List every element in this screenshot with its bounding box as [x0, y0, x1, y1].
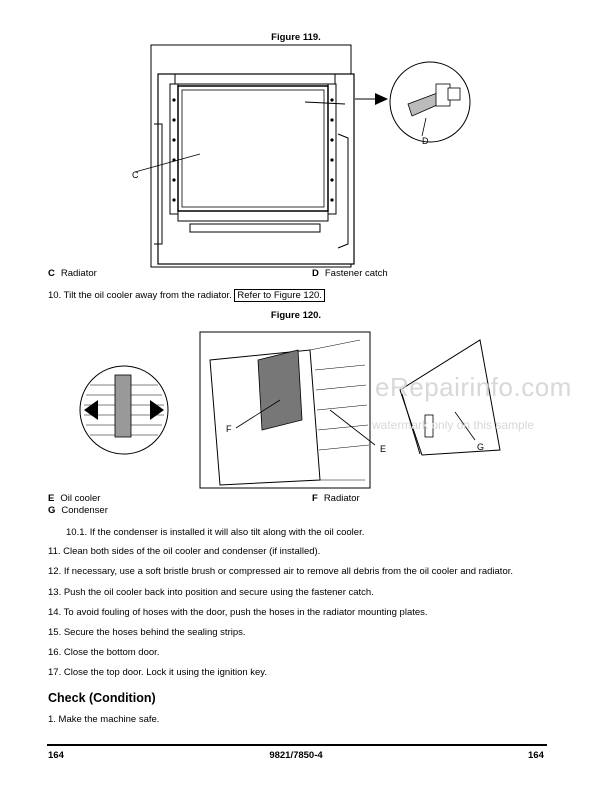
figure-120-title: Figure 120. [270, 310, 322, 321]
label-e: E [380, 444, 387, 454]
watermark-sub: watermark only on this sample [372, 418, 535, 432]
caption-condenser: G Condenser [48, 505, 108, 516]
step-10-1: 10.1. If the condenser is installed it will also tilt along with the oil cooler. [66, 527, 365, 538]
caption-fastener-catch: D Fastener catch [312, 268, 388, 279]
step-17: 17. Close the top door. Lock it using the ignition key. [48, 667, 267, 678]
label-g: G [477, 442, 485, 452]
check-step-1: 1. Make the machine safe. [48, 714, 160, 725]
figure-119-title: Figure 119. [271, 32, 321, 43]
label-c: C [132, 170, 139, 180]
figure-120-link[interactable]: Refer to Figure 120. [234, 289, 325, 302]
watermark-main: eRepairinfo.com [375, 372, 572, 402]
figure-119-radiator-drawing [132, 44, 470, 268]
caption-oil-cooler: E Oil cooler [48, 493, 101, 504]
step-11: 11. Clean both sides of the oil cooler and condenser (if installed). [48, 546, 321, 557]
caption-radiator-f: F Radiator [312, 493, 360, 504]
step-12: 12. If necessary, use a soft bristle brush or compressed air to remove all debris from the oil cooler and radiator. [48, 566, 514, 577]
caption-radiator: C Radiator [48, 268, 97, 279]
footer-page-right: 164 [528, 750, 544, 761]
label-f: F [226, 424, 232, 434]
figure-120-oil-cooler-drawing [80, 330, 520, 490]
footer-doc-number: 9821/7850-4 [269, 750, 323, 761]
step-15: 15. Secure the hoses behind the sealing strips. [48, 627, 246, 638]
step-10: 10. Tilt the oil cooler away from the radiator. Refer to Figure 120. [48, 290, 325, 301]
step-14: 14. To avoid fouling of hoses with the door, push the hoses in the radiator mounting plates. [48, 607, 428, 618]
section-title-check: Check (Condition) [48, 691, 156, 705]
label-d: D [422, 136, 429, 146]
footer-divider [47, 744, 547, 746]
step-13: 13. Push the oil cooler back into position and secure using the fastener catch. [48, 587, 374, 598]
step-16: 16. Close the bottom door. [48, 647, 160, 658]
footer-page-left: 164 [48, 750, 64, 761]
